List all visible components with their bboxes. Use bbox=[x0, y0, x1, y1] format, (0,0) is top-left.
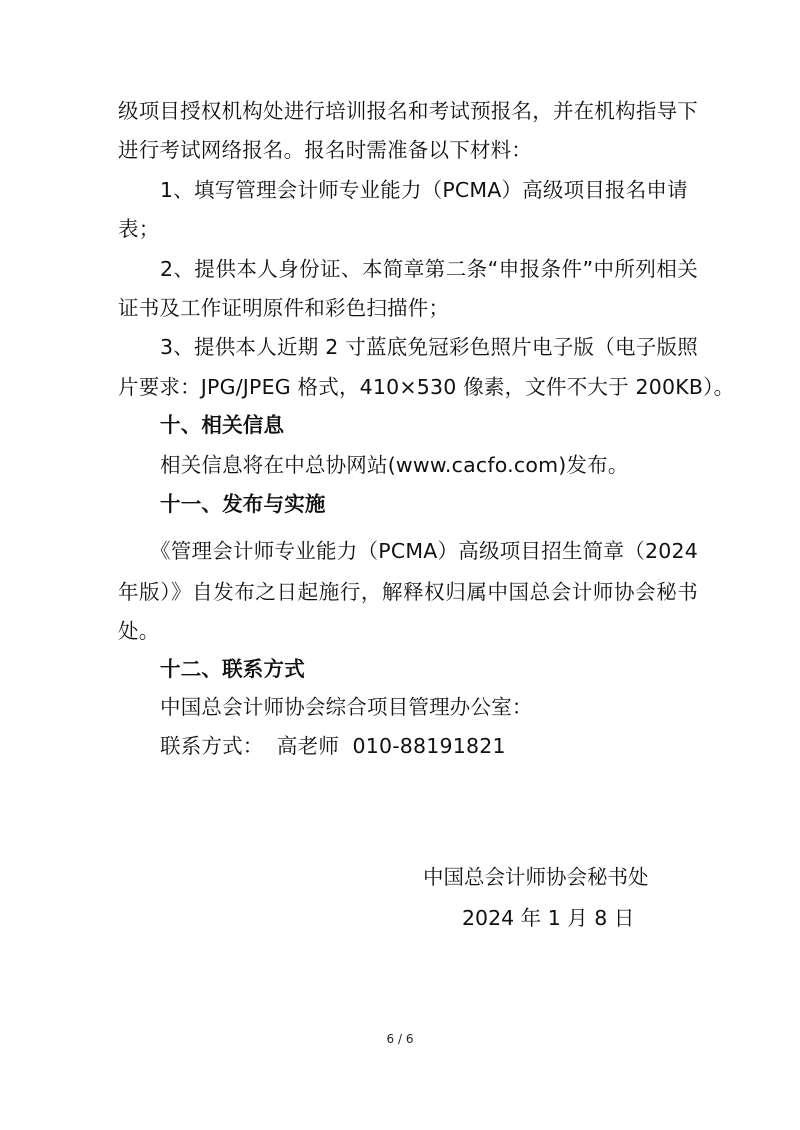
list-item-3: 3、提供本人近期 2 寸蓝底免冠彩色照片电子版（电子版照 bbox=[160, 335, 698, 359]
section-11-line: 年版）》自发布之日起施行，解释权归属中国总会计师协会秘书 bbox=[118, 580, 698, 604]
page-number: 6 / 6 bbox=[386, 1032, 414, 1046]
list-item-3-continuation: 片要求：JPG/JPEG 格式，410×530 像素，文件不大于 200KB）。 bbox=[118, 375, 735, 399]
signature-organization: 中国总会计师协会秘书处 bbox=[423, 865, 649, 889]
list-item-1: 1、填写管理会计师专业能力（PCMA）高级项目报名申请 bbox=[160, 178, 688, 202]
paragraph-line: 级项目授权机构处进行培训报名和考试预报名，并在机构指导下 bbox=[118, 99, 698, 123]
section-12-contact: 联系方式： 高老师 010-88191821 bbox=[160, 734, 506, 758]
section-heading-10: 十、相关信息 bbox=[160, 413, 285, 437]
paragraph-line: 进行考试网络报名。报名时需准备以下材料： bbox=[118, 138, 532, 162]
section-heading-12: 十二、联系方式 bbox=[160, 657, 305, 681]
list-item-2: 2、提供本人身份证、本简章第二条“申报条件”中所列相关 bbox=[160, 257, 698, 281]
list-item-2-continuation: 证书及工作证明原件和彩色扫描件； bbox=[118, 296, 450, 320]
section-heading-11: 十一、发布与实施 bbox=[160, 492, 326, 516]
section-10-text: 相关信息将在中总协网站(www.cacfo.com)发布。 bbox=[160, 453, 629, 477]
signature-date: 2024 年 1 月 8 日 bbox=[462, 906, 635, 930]
section-11-line: 处。 bbox=[118, 619, 160, 643]
section-12-office: 中国总会计师协会综合项目管理办公室： bbox=[160, 695, 533, 719]
section-11-line: 《管理会计师专业能力（PCMA）高级项目招生简章（2024 bbox=[150, 539, 698, 563]
list-item-1-continuation: 表； bbox=[118, 217, 160, 241]
